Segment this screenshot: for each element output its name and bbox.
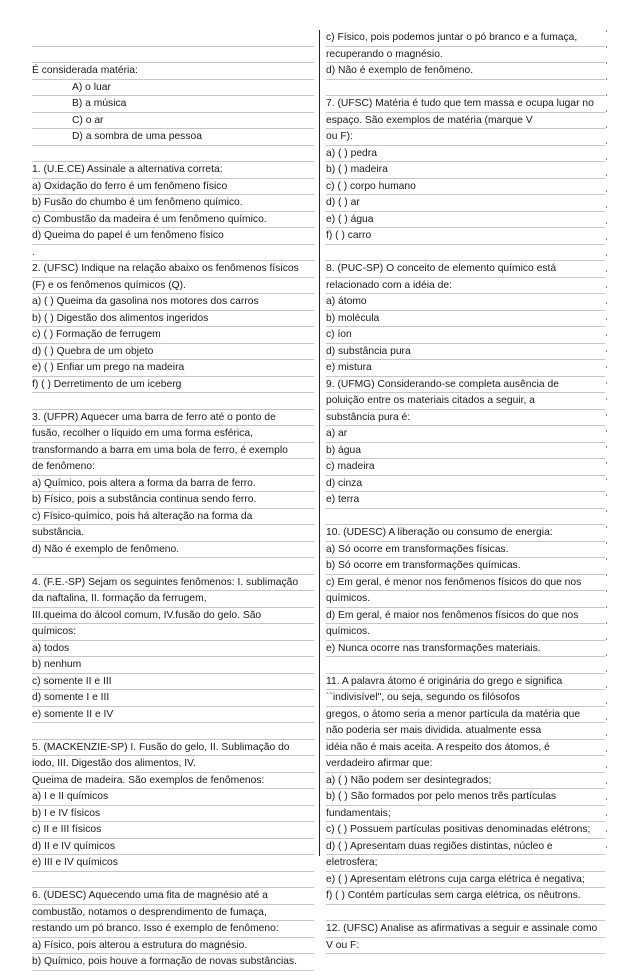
blank-line bbox=[32, 30, 314, 47]
text-line: poluição entre os materiais citados a seguir, a bbox=[326, 393, 605, 410]
text-line: da naftalina, II. formação da ferrugem, bbox=[32, 591, 314, 608]
text-line: c) somente II e III bbox=[32, 674, 314, 691]
text-line: c) Combustão da madeira é um fenômeno químico. bbox=[32, 212, 314, 229]
text-line: 11. A palavra átomo é originária do grego e significa bbox=[326, 674, 605, 691]
text-line: relacionado com a idéia de: bbox=[326, 278, 605, 295]
text-line: e) somente II e IV bbox=[32, 707, 314, 724]
text-line: e) ( ) água bbox=[326, 212, 605, 229]
text-line: a) Oxidação do ferro é um fenômeno físico bbox=[32, 179, 314, 196]
text-line: III.queima do álcool comum, IV.fusão do gelo. São bbox=[32, 608, 314, 625]
text-line: ou F): bbox=[326, 129, 605, 146]
blank-line bbox=[32, 146, 314, 163]
text-line: não poderia ser mais dividida. atualmente essa bbox=[326, 723, 605, 740]
text-line: d) Em geral, é maior nos fenômenos físicos do que nos bbox=[326, 608, 605, 625]
text-line: substância pura é: bbox=[326, 410, 605, 427]
text-line: gregos, o átomo seria a menor partícula da matéria que bbox=[326, 707, 605, 724]
text-line: f) ( ) Contém partículas sem carga elétrica, os nêutrons. bbox=[326, 888, 605, 905]
text-line: d) ( ) Apresentam duas regiões distintas, núcleo e bbox=[326, 839, 605, 856]
text-line: f) ( ) carro bbox=[326, 228, 605, 245]
text-line: 4. (F.E.-SP) Sejam os seguintes fenômenos: I. sublimação bbox=[32, 575, 314, 592]
blank-line bbox=[32, 393, 314, 410]
text-line: c) Em geral, é menor nos fenômenos físicos do que nos bbox=[326, 575, 605, 592]
text-line: c) II e III físicos bbox=[32, 822, 314, 839]
text-line: e) Nunca ocorre nas transformações materiais. bbox=[326, 641, 605, 658]
text-line: b) água bbox=[326, 443, 605, 460]
text-line: b) I e IV físicos bbox=[32, 806, 314, 823]
blank-line bbox=[326, 245, 605, 262]
text-line: d) ( ) ar bbox=[326, 195, 605, 212]
text-line: 3. (UFPR) Aquecer uma barra de ferro até o ponto de bbox=[32, 410, 314, 427]
blank-line bbox=[326, 657, 605, 674]
text-line: b) molécula bbox=[326, 311, 605, 328]
text-line: b) Físico, pois a substância continua sendo ferro. bbox=[32, 492, 314, 509]
text-line: espaço. São exemplos de matéria (marque V bbox=[326, 113, 605, 130]
blank-line bbox=[32, 872, 314, 889]
text-line: b) ( ) Digestão dos alimentos ingeridos bbox=[32, 311, 314, 328]
blank-line bbox=[32, 723, 314, 740]
text-line: a) ( ) Não podem ser desintegrados; bbox=[326, 773, 605, 790]
text-line: a) Químico, pois altera a forma da barra de ferro. bbox=[32, 476, 314, 493]
text-line: b) Só ocorre em transformações químicas. bbox=[326, 558, 605, 575]
text-line: c) ( ) Possuem partículas positivas denominadas elétrons; bbox=[326, 822, 605, 839]
text-line: É considerada matéria: bbox=[32, 63, 314, 80]
text-line: restando um pó branco. Isso é exemplo de fenômeno: bbox=[32, 921, 314, 938]
text-line: 1. (U.E.CE) Assinale a alternativa correta: bbox=[32, 162, 314, 179]
text-line: b) nenhum bbox=[32, 657, 314, 674]
text-line: e) ( ) Enfiar um prego na madeira bbox=[32, 360, 314, 377]
text-line: (F) e os fenômenos químicos (Q). bbox=[32, 278, 314, 295]
text-line: 12. (UFSC) Analise as afirmativas a seguir e assinale como bbox=[326, 921, 605, 938]
text-line: . bbox=[32, 245, 314, 262]
text-line: químicos. bbox=[326, 624, 605, 641]
text-line: 6. (UDESC) Aquecendo uma fita de magnésio até a bbox=[32, 888, 314, 905]
text-line: d) Não é exemplo de fenômeno. bbox=[32, 542, 314, 559]
text-line: a) ar bbox=[326, 426, 605, 443]
text-line: C) o ar bbox=[32, 113, 314, 130]
text-line: A) o luar bbox=[32, 80, 314, 97]
text-line: B) a música bbox=[32, 96, 314, 113]
text-line: eletrosfera; bbox=[326, 855, 605, 872]
text-line: a) Só ocorre em transformações físicas. bbox=[326, 542, 605, 559]
text-line: verdadeiro afirmar que: bbox=[326, 756, 605, 773]
text-line: combustão, notamos o desprendimento de fumaça, bbox=[32, 905, 314, 922]
text-line: c) madeira bbox=[326, 459, 605, 476]
text-line: 10. (UDESC) A liberação ou consumo de energia: bbox=[326, 525, 605, 542]
text-line: c) Físico-químico, pois há alteração na forma da bbox=[32, 509, 314, 526]
text-line: b) Fusão do chumbo é um fenômeno químico. bbox=[32, 195, 314, 212]
blank-line bbox=[32, 47, 314, 64]
right-column bbox=[326, 30, 605, 954]
text-line: idéia não é mais aceita. A respeito dos átomos, é bbox=[326, 740, 605, 757]
left-column bbox=[32, 30, 314, 971]
text-line: a) átomo bbox=[326, 294, 605, 311]
text-line: a) I e II químicos bbox=[32, 789, 314, 806]
text-line: e) ( ) Apresentam elétrons cuja carga elétrica é negativa; bbox=[326, 872, 605, 889]
text-line: iodo, III. Digestão dos alimentos, IV. bbox=[32, 756, 314, 773]
text-line: e) terra bbox=[326, 492, 605, 509]
text-line: de fenômeno: bbox=[32, 459, 314, 476]
text-line: 2. (UFSC) Indique na relação abaixo os fenômenos físicos bbox=[32, 261, 314, 278]
text-line: b) ( ) madeira bbox=[326, 162, 605, 179]
text-line: f) ( ) Derretimento de um iceberg bbox=[32, 377, 314, 394]
text-line: e) mistura bbox=[326, 360, 605, 377]
text-line: d) somente I e III bbox=[32, 690, 314, 707]
text-line: d) Não é exemplo de fenômeno. bbox=[326, 63, 605, 80]
blank-line bbox=[326, 509, 605, 526]
text-line: b) ( ) São formados por pelo menos três partículas bbox=[326, 789, 605, 806]
text-line: recuperando o magnésio. bbox=[326, 47, 605, 64]
text-line: a) Físico, pois alterou a estrutura do magnésio. bbox=[32, 938, 314, 955]
text-line: 5. (MACKENZIE-SP) I. Fusão do gelo, II. Sublimação do bbox=[32, 740, 314, 757]
column-divider bbox=[319, 30, 320, 856]
text-line: 9. (UFMG) Considerando-se completa ausência de bbox=[326, 377, 605, 394]
text-line: fusão, recolher o líquido em uma forma esférica, bbox=[32, 426, 314, 443]
text-line: químicos: bbox=[32, 624, 314, 641]
text-line: d) II e IV químicos bbox=[32, 839, 314, 856]
text-line: d) cinza bbox=[326, 476, 605, 493]
text-line: V ou F: bbox=[326, 938, 605, 955]
text-line: químicos. bbox=[326, 591, 605, 608]
text-line: 8. (PUC-SP) O conceito de elemento químico está bbox=[326, 261, 605, 278]
text-line: a) ( ) Queima da gasolina nos motores dos carros bbox=[32, 294, 314, 311]
text-line: d) Queima do papel é um fenômeno físico bbox=[32, 228, 314, 245]
text-line: c) ( ) corpo humano bbox=[326, 179, 605, 196]
text-line: c) íon bbox=[326, 327, 605, 344]
text-line: d) substância pura bbox=[326, 344, 605, 361]
text-line: transformando a barra em uma bola de ferro, é exemplo bbox=[32, 443, 314, 460]
text-line: 7. (UFSC) Matéria é tudo que tem massa e ocupa lugar no bbox=[326, 96, 605, 113]
text-line: substância. bbox=[32, 525, 314, 542]
text-line: a) todos bbox=[32, 641, 314, 658]
text-line: d) ( ) Quebra de um objeto bbox=[32, 344, 314, 361]
text-line: c) Físico, pois podemos juntar o pó branco e a fumaça, bbox=[326, 30, 605, 47]
text-line: c) ( ) Formação de ferrugem bbox=[32, 327, 314, 344]
blank-line bbox=[32, 558, 314, 575]
text-line: fundamentais; bbox=[326, 806, 605, 823]
blank-line bbox=[326, 905, 605, 922]
right-edge-dotted-line bbox=[606, 30, 607, 856]
text-line: D) a sombra de uma pessoa bbox=[32, 129, 314, 146]
text-line: ``indivisível'', ou seja, segundo os filósofos bbox=[326, 690, 605, 707]
text-line: b) Químico, pois houve a formação de novas substâncias. bbox=[32, 954, 314, 971]
blank-line bbox=[326, 80, 605, 97]
text-line: Queima de madeira. São exemplos de fenômenos: bbox=[32, 773, 314, 790]
text-line: a) ( ) pedra bbox=[326, 146, 605, 163]
text-line: e) III e IV químicos bbox=[32, 855, 314, 872]
